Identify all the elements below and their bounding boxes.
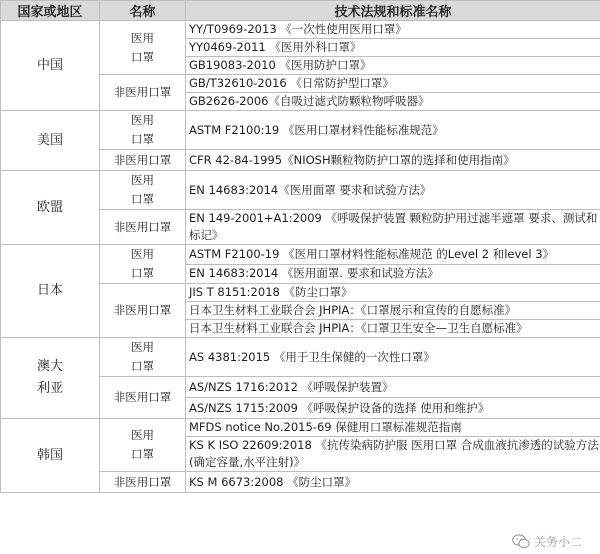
wechat-icon xyxy=(512,534,530,549)
standard-cell: YY/T0969-2013 《一次性使用医用口罩》 xyxy=(186,21,600,39)
table-row xyxy=(1,171,600,210)
category-medical: 医用口罩 xyxy=(100,111,186,150)
category-nonmedical: 非医用口罩 xyxy=(100,377,186,419)
standard-cell: EN 14683:2014 《医用面罩. 要求和试验方法》 xyxy=(186,264,600,284)
category-nonmedical: 非医用口罩 xyxy=(100,210,186,245)
standard-cell: YY0469-2011 《医用外科口罩》 xyxy=(186,39,600,57)
watermark-text: 关务小二 xyxy=(533,535,582,549)
category-medical: 医用口罩 xyxy=(100,338,186,377)
standard-cell: AS 4381:2015 《用于卫生保健的一次性口罩》 xyxy=(186,338,600,377)
header-row xyxy=(1,1,600,21)
header-region: 国家或地区 xyxy=(1,1,100,21)
header-name: 名称 xyxy=(100,1,186,21)
standard-cell: KS M 6673:2008 《防尘口罩》 xyxy=(186,472,600,493)
standard-cell: 日本卫生材料工业联合会 JHPIA：《口罩展示和宣传的自愿标准》 xyxy=(186,302,600,320)
table-row xyxy=(1,338,600,377)
table-row xyxy=(1,245,600,265)
header-standard: 技术法规和标准名称 xyxy=(186,1,600,21)
country-cell: 澳大利亚 xyxy=(1,338,100,419)
standard-cell: KS K ISO 22609:2018 《抗传染病防护服 医用口罩 合成血液抗渗透的试验方法(确定容量,水平注射)》 xyxy=(186,437,600,472)
table-row xyxy=(1,419,600,437)
standard-cell: 日本卫生材料工业联合会 JHPIA：《口罩卫生安全—卫生自愿标准》 xyxy=(186,320,600,338)
standard-cell: GB19083-2010 《医用防护口罩》 xyxy=(186,57,600,75)
country-cell: 日本 xyxy=(1,245,100,338)
category-nonmedical: 非医用口罩 xyxy=(100,284,186,338)
category-nonmedical: 非医用口罩 xyxy=(100,75,186,111)
watermark xyxy=(512,533,582,550)
standard-cell: ASTM F2100-19 《医用口罩材料性能标准规范 的Level 2 和level 3》 xyxy=(186,245,600,265)
standard-cell: GB/T32610-2016 《日常防护型口罩》 xyxy=(186,75,600,93)
category-medical: 医用口罩 xyxy=(100,245,186,284)
country-cell: 中国 xyxy=(1,21,100,111)
category-nonmedical: 非医用口罩 xyxy=(100,472,186,493)
country-cell: 韩国 xyxy=(1,419,100,493)
category-medical: 医用口罩 xyxy=(100,419,186,472)
country-cell: 美国 xyxy=(1,111,100,171)
category-nonmedical: 非医用口罩 xyxy=(100,150,186,171)
standard-cell: ASTM F2100:19 《医用口罩材料性能标准规范》 xyxy=(186,111,600,150)
standard-cell: JIS T 8151:2018 《防尘口罩》 xyxy=(186,284,600,302)
standard-cell: AS/NZS 1716:2012 《呼吸保护装置》 xyxy=(186,377,600,398)
category-medical: 医用口罩 xyxy=(100,21,186,75)
category-medical: 医用口罩 xyxy=(100,171,186,210)
standard-cell: EN 149-2001+A1:2009 《呼吸保护装置 颗粒防护用过滤半遮罩 要求、测试和标记》 xyxy=(186,210,600,245)
standard-cell: CFR 42-84-1995《NIOSH颗粒物防护口罩的选择和使用指南》 xyxy=(186,150,600,171)
standard-cell: EN 14683:2014《医用面罩 要求和试验方法》 xyxy=(186,171,600,210)
standard-cell: MFDS notice No.2015-69 保健用口罩标准规范指南 xyxy=(186,419,600,437)
country-cell: 欧盟 xyxy=(1,171,100,245)
table-row xyxy=(1,111,600,150)
standard-cell: GB2626-2006《自吸过滤式防颗粒物呼吸器》 xyxy=(186,93,600,111)
table-row xyxy=(1,21,600,39)
standard-cell: AS/NZS 1715:2009 《呼吸保护设备的选择 使用和维护》 xyxy=(186,398,600,419)
